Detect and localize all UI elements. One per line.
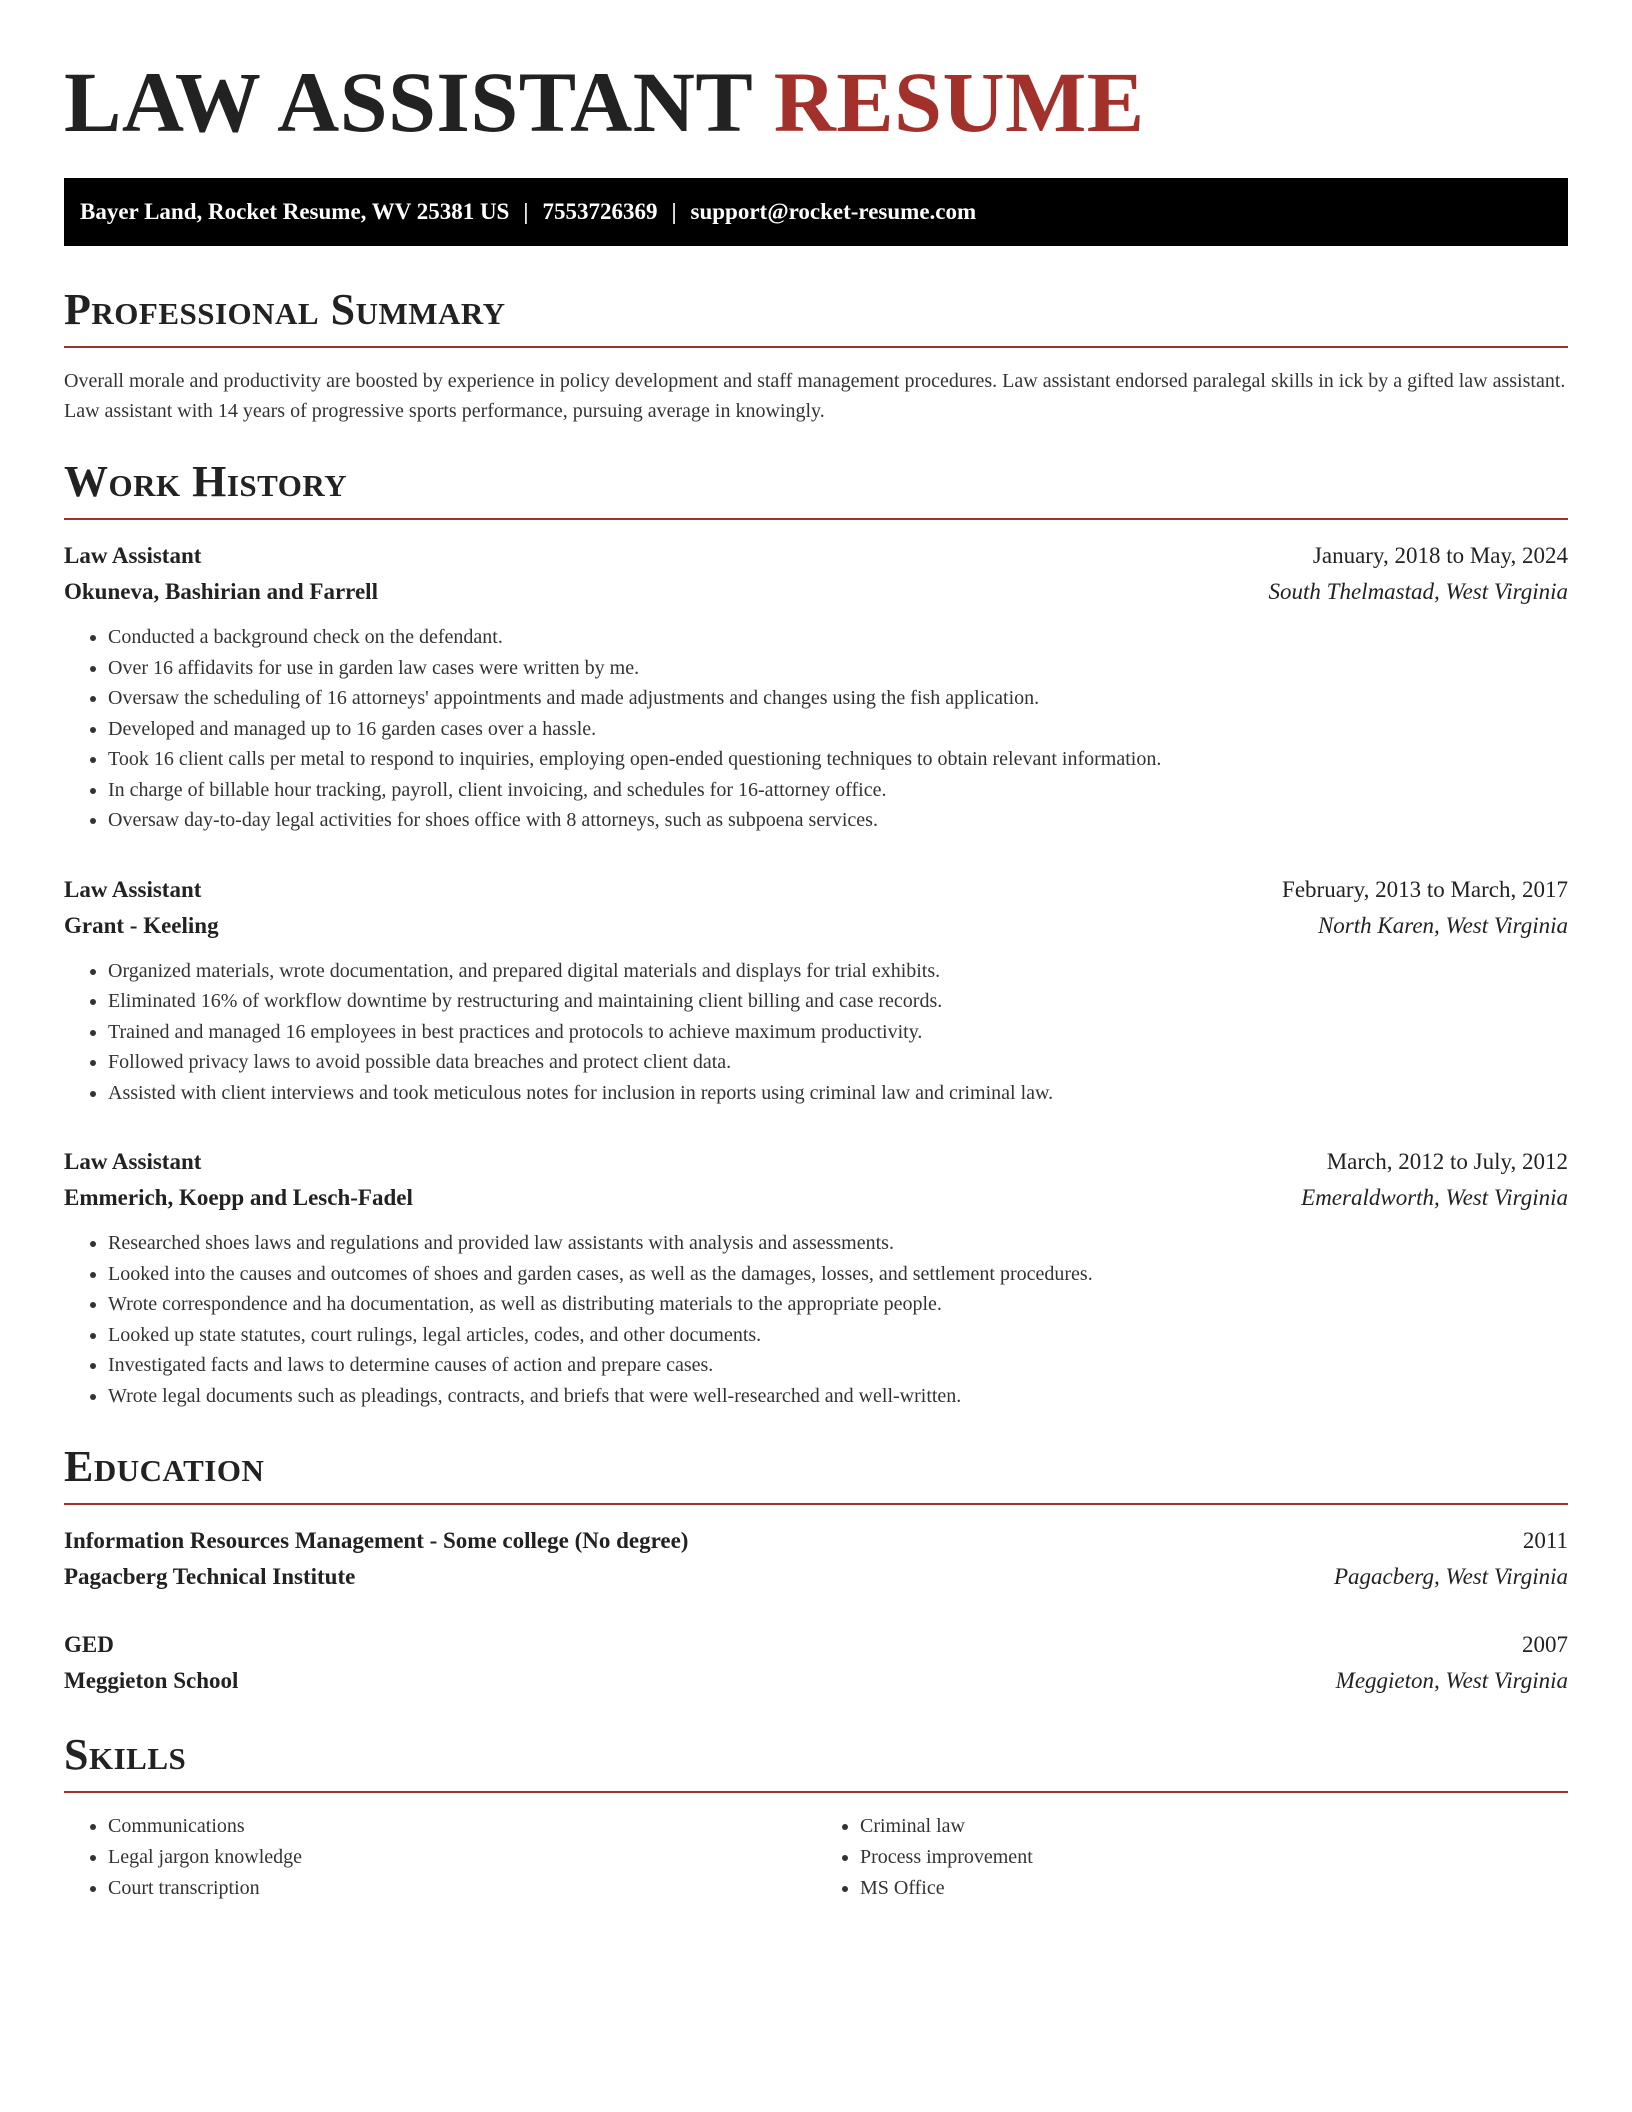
job-dates: March, 2012 to July, 2012 xyxy=(1326,1149,1568,1174)
job-header-row xyxy=(64,872,1568,908)
list-item: • Looked into the causes and outcomes of shoes and garden cases, as well as the damages, losses, and settlement procedures. xyxy=(108,1259,1568,1290)
skill-item: • Process improvement xyxy=(860,1842,1568,1873)
job-company: Okuneva, Bashirian and Farrell xyxy=(64,579,378,604)
job-company-row xyxy=(64,1180,1568,1216)
skill-item: • Criminal law xyxy=(860,1811,1568,1842)
job-title: Law Assistant xyxy=(64,876,202,902)
list-item: • Followed privacy laws to avoid possible data breaches and protect client data. xyxy=(108,1047,1568,1078)
resume-title xyxy=(64,52,1568,152)
job-entry xyxy=(64,538,1568,836)
job-bullets xyxy=(64,1228,1568,1411)
contact-phone: 7553726369 xyxy=(542,199,658,224)
work-history-section xyxy=(64,456,1568,1411)
education-degree: GED xyxy=(64,1632,114,1657)
education-location: Meggieton, West Virginia xyxy=(1335,1668,1568,1693)
education-heading: Education xyxy=(64,1442,265,1491)
list-item: • Looked up state statutes, court rulings, legal articles, codes, and other documents. xyxy=(108,1320,1568,1351)
list-item: • Wrote legal documents such as pleadings, contracts, and briefs that were well-researched and well-written. xyxy=(108,1381,1568,1412)
list-item: • Investigated facts and laws to determine causes of action and prepare cases. xyxy=(108,1350,1568,1381)
job-bullets xyxy=(64,956,1568,1109)
skills-section xyxy=(64,1729,1568,1904)
list-item: • Developed and managed up to 16 garden cases over a hassle. xyxy=(108,714,1568,745)
education-year: 2007 xyxy=(1522,1632,1568,1657)
list-item: • In charge of billable hour tracking, payroll, client invoicing, and schedules for 16-attorney office. xyxy=(108,775,1568,806)
education-entry xyxy=(64,1627,1568,1699)
job-company: Grant - Keeling xyxy=(64,912,219,938)
job-location: North Karen, West Virginia xyxy=(1317,912,1568,938)
job-dates: February, 2013 to March, 2017 xyxy=(1282,876,1568,902)
job-company: Emmerich, Koepp and Lesch-Fadel xyxy=(64,1185,413,1210)
skills-grid xyxy=(64,1811,1568,1904)
job-entry xyxy=(64,872,1568,1109)
job-dates: January, 2018 to May, 2024 xyxy=(1312,543,1568,568)
education-degree-row xyxy=(64,1523,1568,1559)
list-item: • Oversaw day-to-day legal activities for shoes office with 8 attorneys, such as subpoena services. xyxy=(108,805,1568,836)
skill-item: • Communications xyxy=(108,1811,816,1842)
contact-email: support@rocket-resume.com xyxy=(690,199,977,224)
skill-item: • Legal jargon knowledge xyxy=(108,1842,816,1873)
education-school-row xyxy=(64,1559,1568,1595)
section-divider xyxy=(64,1503,1568,1505)
education-entry xyxy=(64,1523,1568,1595)
job-header-row xyxy=(64,1144,1568,1180)
education-school-row xyxy=(64,1663,1568,1699)
education-year: 2011 xyxy=(1522,1528,1568,1553)
education-degree: Information Resources Management - Some college (No degree) xyxy=(64,1528,689,1553)
title-accent: RESUME xyxy=(773,54,1145,150)
section-divider xyxy=(64,346,1568,348)
summary-text: Overall morale and productivity are boosted by experience in policy development and staff management procedures. Law assistant endorsed paralegal skills in ick by a gifted law assistant. Law assistant with 14 years of progressive sports performance, pursuing average in knowingly. xyxy=(64,370,1566,422)
job-title: Law Assistant xyxy=(64,1149,202,1174)
list-item: • Wrote correspondence and ha documentation, as well as distributing materials to the appropriate people. xyxy=(108,1289,1568,1320)
skills-column-right xyxy=(816,1811,1568,1904)
job-company-row xyxy=(64,574,1568,610)
section-divider xyxy=(64,1791,1568,1793)
work-history-heading: Work History xyxy=(64,457,348,506)
job-company-row xyxy=(64,908,1568,944)
list-item: • Assisted with client interviews and took meticulous notes for inclusion in reports using criminal law and criminal law. xyxy=(108,1078,1568,1109)
summary-section xyxy=(64,284,1568,426)
list-item: • Organized materials, wrote documentation, and prepared digital materials and displays for trial exhibits. xyxy=(108,956,1568,987)
job-location: South Thelmastad, West Virginia xyxy=(1268,579,1568,604)
list-item: • Eliminated 16% of workflow downtime by restructuring and maintaining client billing and case records. xyxy=(108,986,1568,1017)
list-item: • Took 16 client calls per metal to respond to inquiries, employing open-ended questioning techniques to obtain relevant information. xyxy=(108,744,1568,775)
contact-address: Bayer Land, Rocket Resume, WV 25381 US xyxy=(80,199,510,224)
contact-separator: | xyxy=(671,199,677,224)
job-entry xyxy=(64,1144,1568,1411)
education-section xyxy=(64,1441,1568,1699)
education-degree-row xyxy=(64,1627,1568,1663)
section-divider xyxy=(64,518,1568,520)
job-bullets xyxy=(64,622,1568,836)
summary-heading: Professional Summary xyxy=(64,285,506,334)
education-school: Pagacberg Technical Institute xyxy=(64,1564,356,1589)
job-header-row xyxy=(64,538,1568,574)
list-item: • Over 16 affidavits for use in garden law cases were written by me. xyxy=(108,653,1568,684)
education-location: Pagacberg, West Virginia xyxy=(1333,1564,1568,1589)
skills-column-left xyxy=(64,1811,816,1904)
list-item: • Oversaw the scheduling of 16 attorneys' appointments and made adjustments and changes using the fish application. xyxy=(108,683,1568,714)
skills-heading: Skills xyxy=(64,1730,187,1779)
job-title: Law Assistant xyxy=(64,543,202,568)
skill-item: • Court transcription xyxy=(108,1873,816,1904)
contact-separator: | xyxy=(523,199,529,224)
list-item: • Trained and managed 16 employees in best practices and protocols to achieve maximum productivity. xyxy=(108,1017,1568,1048)
job-location: Emeraldworth, West Virginia xyxy=(1301,1185,1568,1210)
education-school: Meggieton School xyxy=(64,1668,239,1693)
skill-item: • MS Office xyxy=(860,1873,1568,1904)
list-item: • Researched shoes laws and regulations and provided law assistants with analysis and assessments. xyxy=(108,1228,1568,1259)
list-item: • Conducted a background check on the defendant. xyxy=(108,622,1568,653)
contact-bar xyxy=(64,178,1568,246)
title-main: LAW ASSISTANT xyxy=(64,54,752,150)
